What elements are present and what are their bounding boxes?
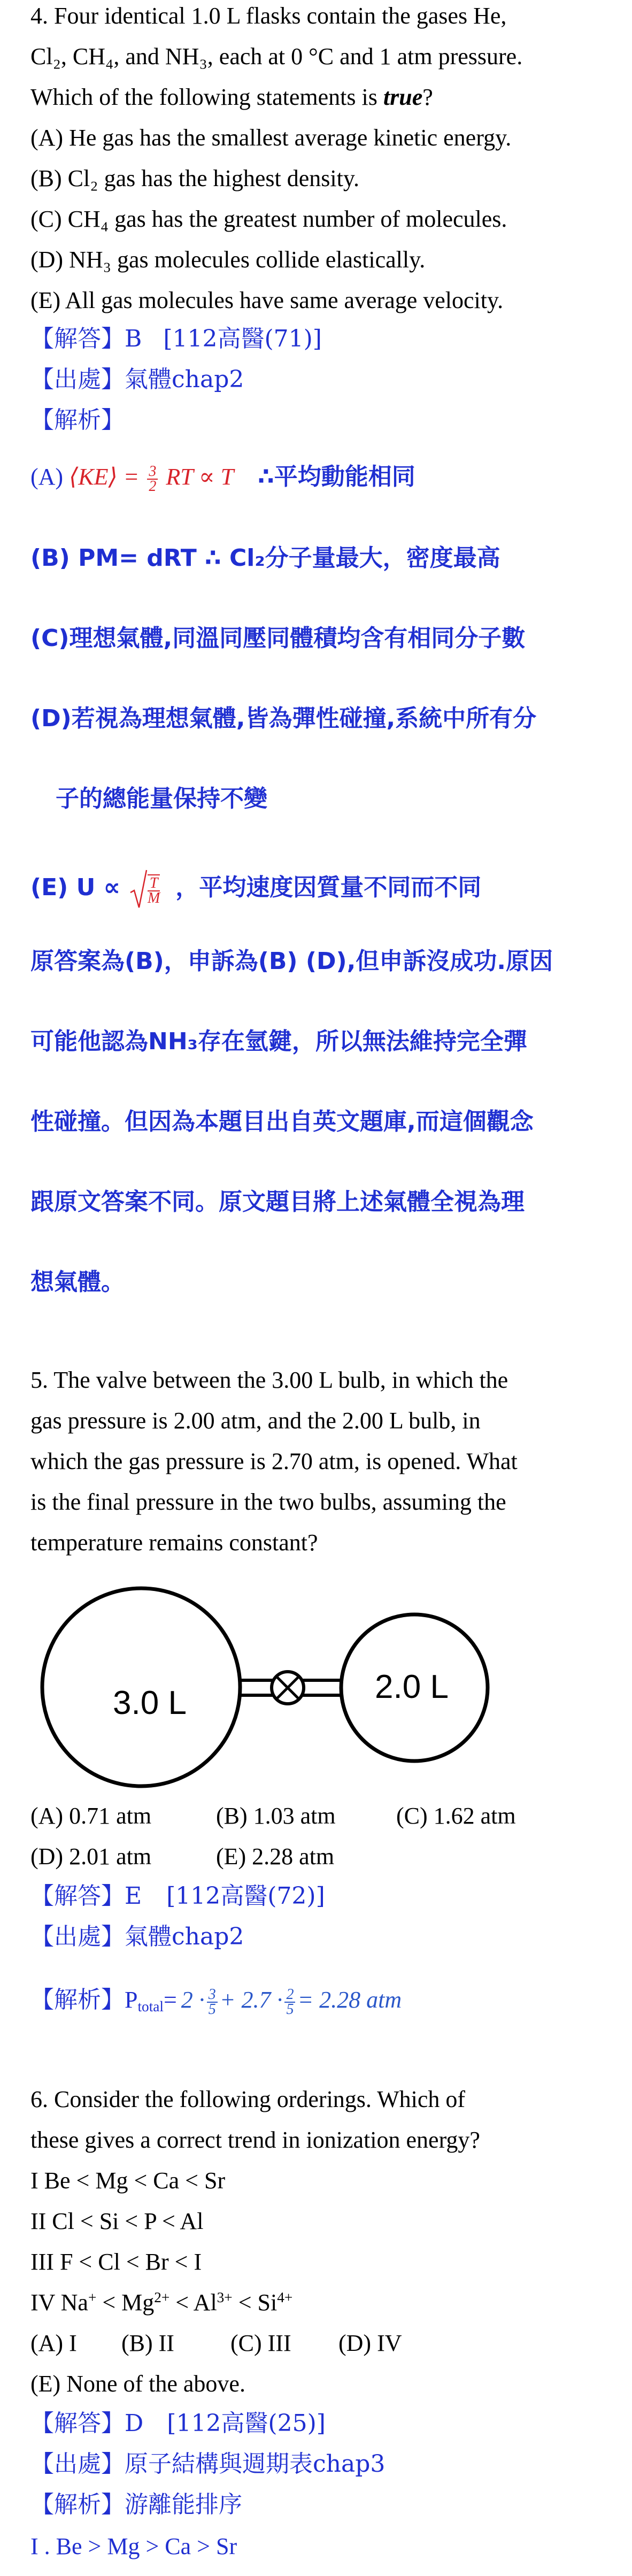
q4-explain-a-ke: ⟨KE⟩ = bbox=[69, 464, 140, 490]
q5-explain-t3: = 2.28 atm bbox=[297, 1987, 402, 2013]
q4-note-3: 性碰撞。但因為本題目出自英文題庫,而這個觀念 bbox=[30, 1108, 534, 1135]
q5-options-row-1 bbox=[30, 1802, 516, 1830]
q4-note-2: 可能他認為NH₃存在氫鍵，所以無法維持完全彈 bbox=[30, 1028, 527, 1055]
q5-option-c: (C) 1.62 atm bbox=[396, 1803, 516, 1829]
q5-option-a: (A) 0.71 atm bbox=[30, 1803, 152, 1829]
q6-answer-tag: 【解答】D bbox=[30, 2410, 144, 2437]
q4-explain-d-1: (D)若視為理想氣體,皆為彈性碰撞,系統中所有分 bbox=[30, 705, 537, 732]
q5-stem-line-1: 5. The valve between the 3.00 L bulb, in which the bbox=[30, 1367, 508, 1393]
q4-answer-source: [112高醫(71)] bbox=[163, 325, 322, 352]
q4-explain-a-prefix: (A) bbox=[30, 464, 70, 490]
q5-options-row-2 bbox=[30, 1843, 334, 1871]
q6-option-e: (E) None of the above. bbox=[30, 2371, 245, 2397]
q4-stem-true: true bbox=[383, 84, 423, 110]
q4-stem-qmark: ? bbox=[422, 84, 433, 110]
q5-explain bbox=[30, 1979, 402, 2021]
q4-option-e: (E) All gas molecules have same average velocity. bbox=[30, 287, 504, 313]
q5-explain-eq: = bbox=[163, 1987, 177, 2013]
q6-answer bbox=[30, 2410, 326, 2437]
q4-explain-a-text: ∴平均動能相同 bbox=[258, 463, 415, 490]
q4-answer bbox=[30, 325, 322, 353]
q4-explain-a-frac-num: 3 bbox=[147, 465, 158, 480]
q4-note-1: 原答案為(B)，申訴為(B) (D),但申訴沒成功.原因 bbox=[30, 948, 553, 975]
q4-stem-line-1: 4. Four identical 1.0 L flasks contain the gases He, bbox=[30, 3, 507, 29]
q6-ordering-4-na-charge: + bbox=[88, 2289, 97, 2305]
q4-option-b: (B) Cl₂ gas has the highest density. bbox=[30, 165, 359, 191]
q6-ordering-4-si: < Si bbox=[232, 2289, 278, 2316]
q5-option-e: (E) 2.28 atm bbox=[216, 1843, 335, 1870]
q4-stem-line-3 bbox=[30, 83, 433, 111]
q4-explain-a-frac-den: 2 bbox=[149, 478, 157, 495]
q4-explain-e bbox=[30, 869, 481, 911]
q4-explain-d-2: 子的總能量保持不變 bbox=[56, 785, 267, 812]
q6-option-d: (D) IV bbox=[338, 2330, 402, 2356]
q4-option-a: (A) He gas has the smallest average kinetic energy. bbox=[30, 125, 512, 151]
q6-stem-line-2: these gives a correct trend in ionization energy? bbox=[30, 2127, 480, 2153]
right-bulb-label: 2.0 L bbox=[375, 1668, 449, 1705]
q5-explain-p: P bbox=[125, 1987, 138, 2013]
q5-frac1-den: 5 bbox=[208, 2001, 216, 2018]
q6-stem-line-1: 6. Consider the following orderings. Which of bbox=[30, 2086, 466, 2112]
q6-option-b: (B) II bbox=[121, 2330, 174, 2356]
q6-ordering-4-mg: < Mg bbox=[96, 2289, 155, 2316]
q5-explain-t1: 2 · bbox=[181, 1987, 205, 2013]
q6-ordering-4 bbox=[30, 2289, 292, 2317]
q6-explain-line: I . Be > Mg > Ca > Sr bbox=[30, 2533, 237, 2559]
left-bulb-label: 3.0 L bbox=[113, 1685, 187, 1721]
q5-source: 【出處】氣體chap2 bbox=[30, 1923, 244, 1950]
q5-frac1-num: 3 bbox=[207, 1988, 218, 2003]
q4-explain-e-frac-num: T bbox=[148, 876, 160, 891]
q4-explain-e-text: ，平均速度因質量不同而不同 bbox=[175, 874, 482, 902]
q5-option-d: (D) 2.01 atm bbox=[30, 1843, 152, 1870]
q6-option-a: (A) I bbox=[30, 2330, 77, 2356]
q5-explain-t2: + 2.7 · bbox=[219, 1987, 283, 2013]
q6-ordering-4-si-charge: 4+ bbox=[277, 2289, 293, 2305]
q5-answer-tag: 【解答】E bbox=[30, 1882, 142, 1910]
q5-answer-source: [112高醫(72)] bbox=[166, 1882, 325, 1910]
q4-option-d: (D) NH₃ gas molecules collide elastically. bbox=[30, 247, 426, 273]
q4-explain-a bbox=[30, 463, 415, 494]
q5-stem-line-5: temperature remains constant? bbox=[30, 1529, 318, 1556]
q5-explain-p-sub: total bbox=[137, 1998, 164, 2014]
q5-explain-tag: 【解析】 bbox=[30, 1986, 125, 2013]
q4-option-c: (C) CH₄ gas has the greatest number of molecules. bbox=[30, 206, 507, 232]
q6-source: 【出處】原子結構與週期表chap3 bbox=[30, 2450, 386, 2478]
q6-answer-source: [112高醫(25)] bbox=[167, 2410, 326, 2437]
q4-answer-tag: 【解答】B bbox=[30, 325, 142, 352]
q5-stem-line-3: which the gas pressure is 2.70 atm, is opened. What bbox=[30, 1448, 518, 1474]
q6-explain-tag: 【解析】游離能排序 bbox=[30, 2491, 242, 2518]
q5-frac2-num: 2 bbox=[284, 1988, 295, 2003]
q6-ordering-4-al-charge: 3+ bbox=[217, 2289, 233, 2305]
q6-ordering-3: III F < Cl < Br < I bbox=[30, 2249, 202, 2275]
q5-stem-line-2: gas pressure is 2.00 atm, and the 2.00 L bulb, in bbox=[30, 1408, 481, 1434]
q5-stem-line-4: is the final pressure in the two bulbs, assuming the bbox=[30, 1489, 506, 1515]
q4-explain-b: (B) PM= dRT ∴ Cl₂分子量最大，密度最高 bbox=[30, 544, 500, 572]
q6-option-c: (C) III bbox=[230, 2330, 291, 2356]
q6-options-row bbox=[30, 2329, 402, 2357]
q4-note-5: 想氣體。 bbox=[30, 1268, 125, 1296]
q6-ordering-2: II Cl < Si < P < Al bbox=[30, 2208, 204, 2234]
q6-ordering-4-al: < Al bbox=[169, 2289, 217, 2316]
q5-option-b: (B) 1.03 atm bbox=[216, 1803, 336, 1829]
q4-note-4: 跟原文答案不同。原文題目將上述氣體全視為理 bbox=[30, 1188, 525, 1216]
q5-answer bbox=[30, 1882, 325, 1910]
q4-stem-text: Which of the following statements is bbox=[30, 84, 383, 110]
q4-source: 【出處】氣體chap2 bbox=[30, 366, 244, 393]
q6-ordering-1: I Be < Mg < Ca < Sr bbox=[30, 2167, 226, 2194]
q4-explain-e-frac-den: M bbox=[147, 890, 160, 906]
q4-explain-e-prefix: (E) U ∝ bbox=[30, 874, 120, 902]
q4-explain-c: (C)理想氣體,同溫同壓同體積均含有相同分子數 bbox=[30, 625, 526, 652]
q4-explain-tag: 【解析】 bbox=[30, 406, 125, 434]
q5-frac2-den: 5 bbox=[286, 2001, 294, 2018]
two-bulb-diagram bbox=[37, 1583, 519, 1797]
q4-explain-a-tail: RT ∝ T bbox=[166, 464, 234, 490]
q4-stem-line-2: Cl₂, CH₄, and NH₃, each at 0 °C and 1 atm pressure. bbox=[30, 43, 523, 70]
sqrt-sign-icon bbox=[129, 869, 148, 911]
q6-ordering-4-na: IV Na bbox=[30, 2289, 88, 2316]
q6-ordering-4-mg-charge: 2+ bbox=[154, 2289, 170, 2305]
